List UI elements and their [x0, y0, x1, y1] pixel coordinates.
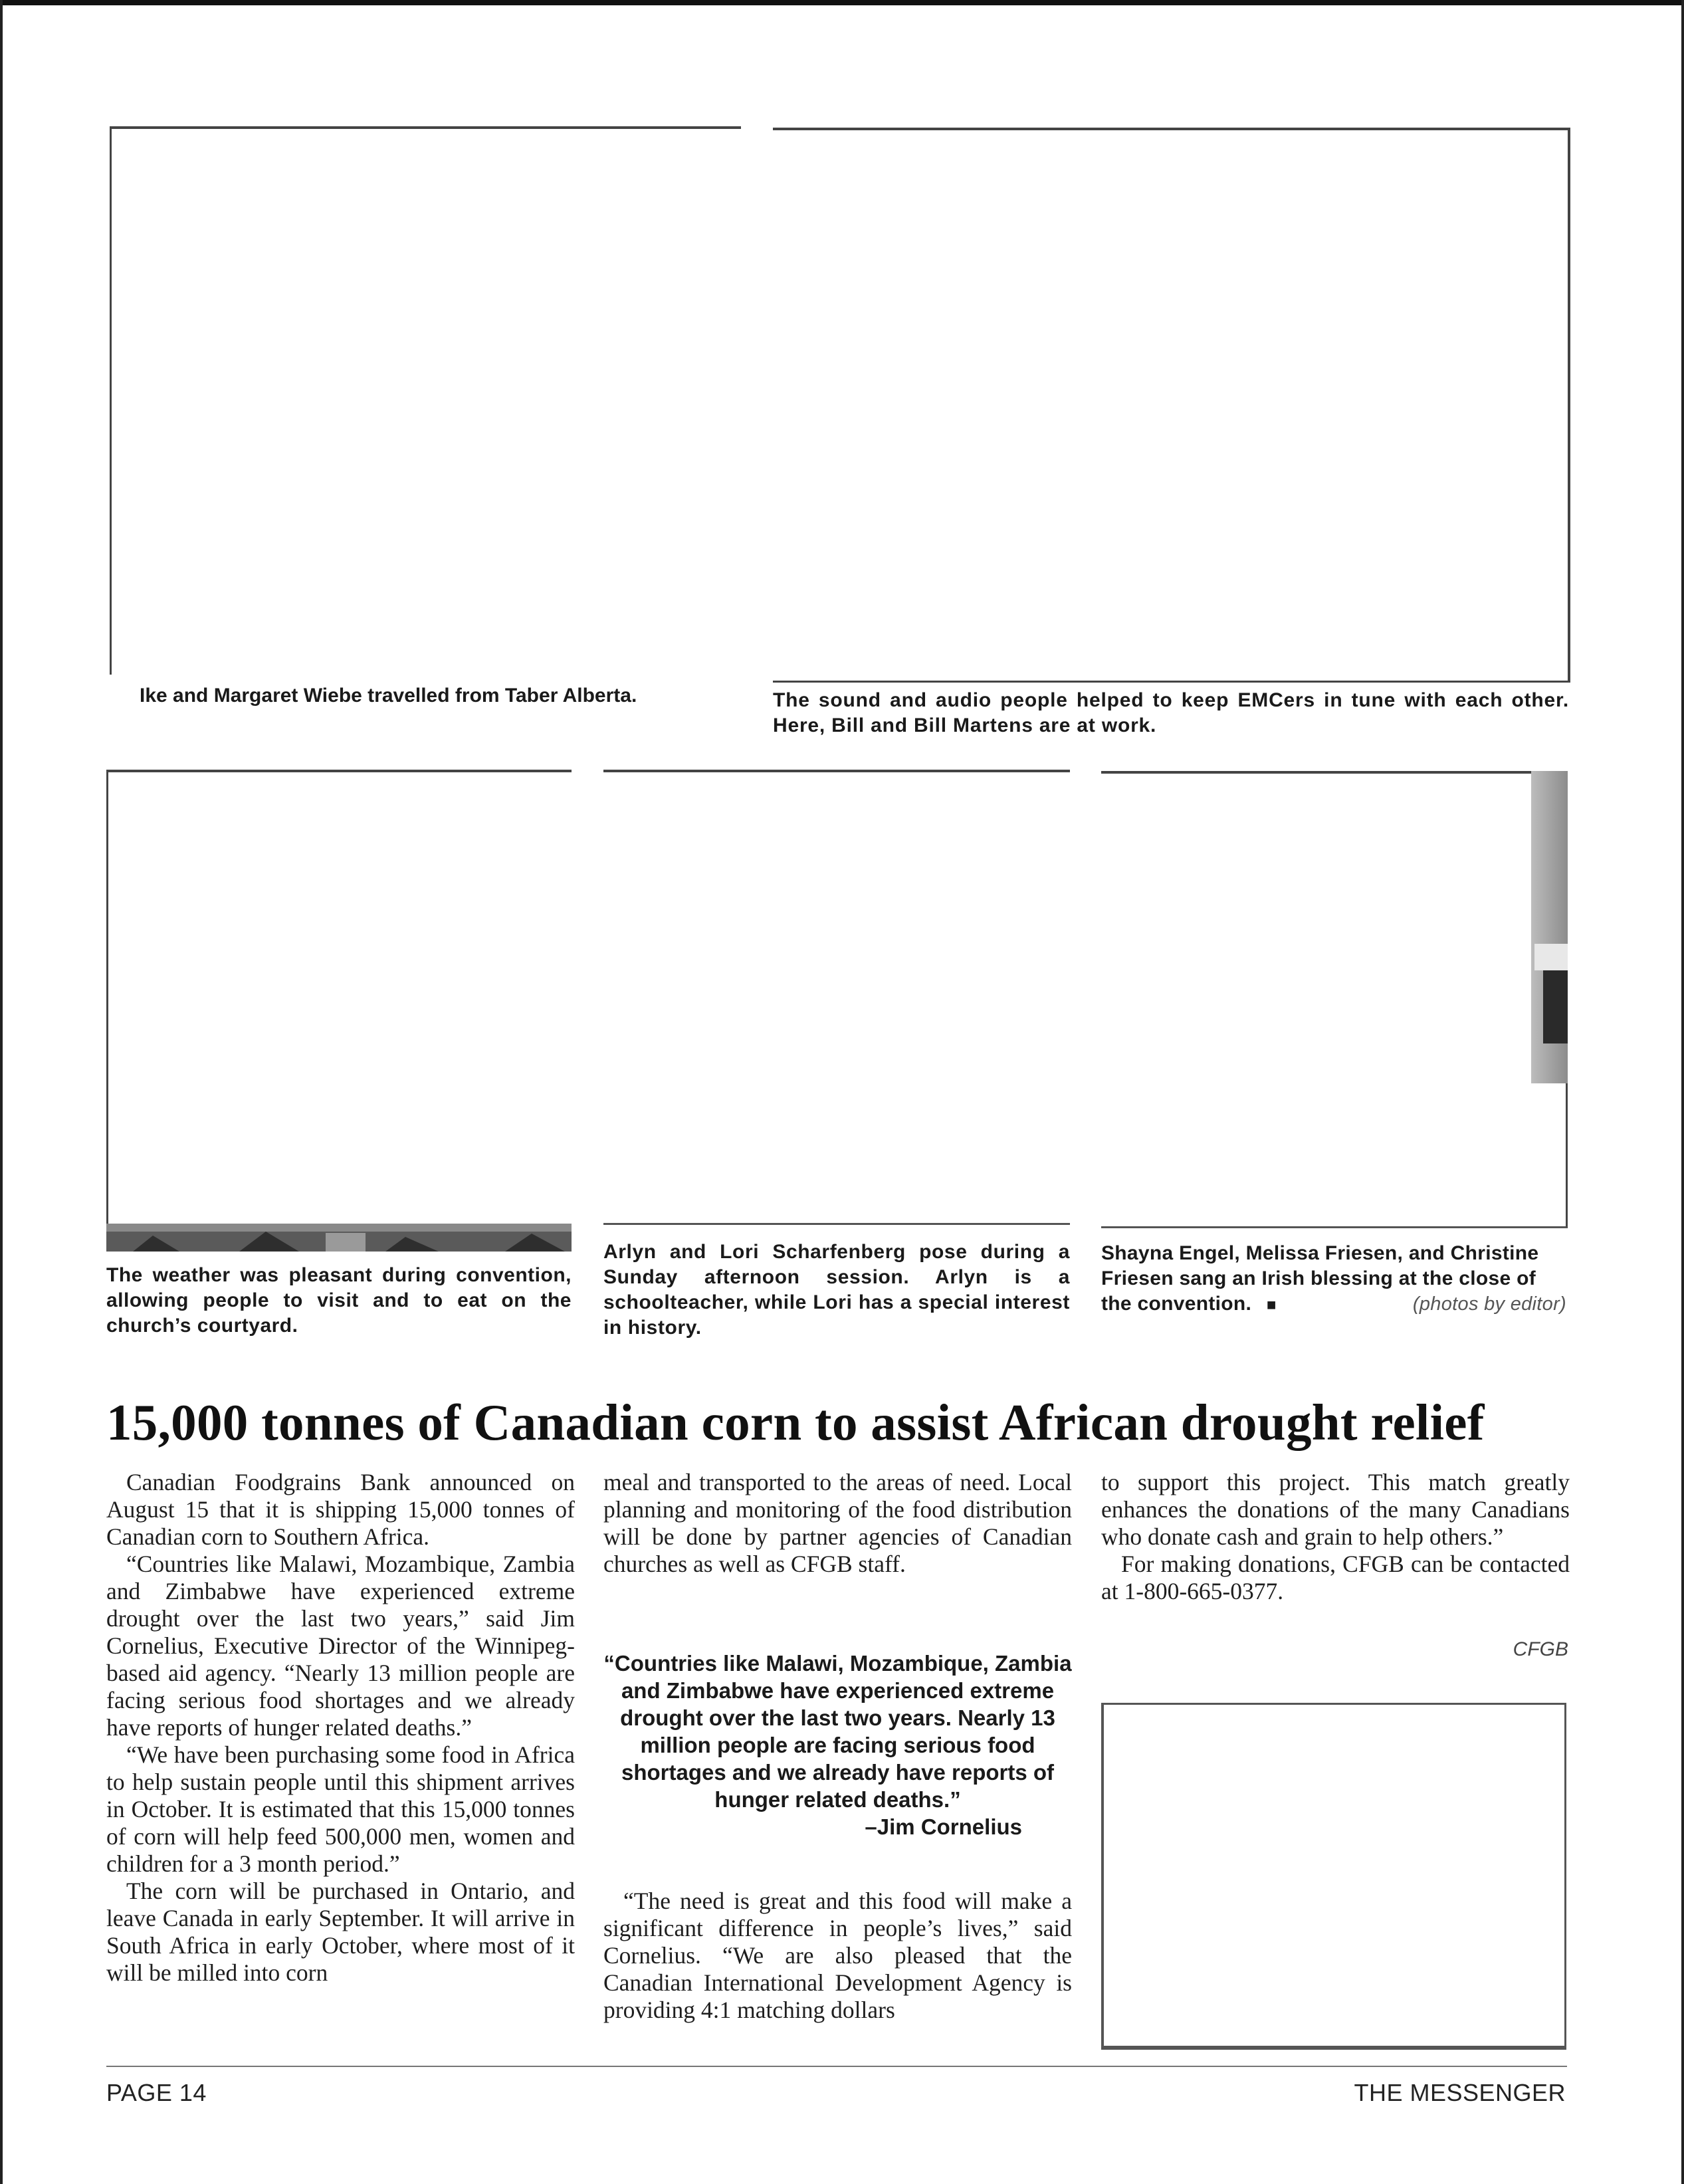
page-number: PAGE 14 [106, 2079, 207, 2106]
photo-credit: (photos by editor) [1412, 1293, 1566, 1315]
caption-singers-text: Shayna Engel, Melissa Friesen, and Christine Friesen sang an Irish blessing at the close of the convention. [1101, 1242, 1539, 1315]
article-column-1 [106, 1469, 575, 1987]
article-column-2-bottom [603, 1888, 1072, 2024]
article-paragraph: to support this project. This match greatly enhances the donations of the many Canadians who donate cash and grain to help others.” [1101, 1469, 1570, 1550]
photo-wiebe [110, 126, 741, 675]
article-column-3 [1101, 1469, 1570, 1605]
article-paragraph: meal and transported to the areas of need. Local planning and monitoring of the food distribution will be done by partner agencies of Canadian churches as well as CFGB staff. [603, 1469, 1072, 1577]
caption-singers [1101, 1241, 1566, 1318]
article-paragraph: The corn will be purchased in Ontario, and leave Canada in early September. It will arrive in South Africa in early October, where most of it will be milled into corn [106, 1878, 575, 1986]
article-paragraph: Canadian Foodgrains Bank announced on August 15 that it is shipping 15,000 tonnes of Canadian corn to Southern Africa. [106, 1469, 575, 1550]
photo-singers-edge [1531, 771, 1568, 1083]
article-paragraph: “We have been purchasing some food in Africa to help sustain people until this shipment arrives in October. It is estimated that this 15,000 tonnes of corn will help feed 500,000 men, women and children for a 3 month period.” [106, 1741, 575, 1877]
article-paragraph: “The need is great and this food will make a significant difference in people’s lives,” said Cornelius. “We are also pleased that the Canadian International Development Agency is providing 4:1 matching dollars [603, 1888, 1072, 2023]
photo-courtyard-strip [106, 1224, 572, 1252]
caption-sound-crew: The sound and audio people helped to keep EMCers in tune with each other. Here, Bill and Bill Martens are at work. [773, 689, 1569, 736]
article-headline: 15,000 tonnes of Canadian corn to assist African drought relief [106, 1394, 1485, 1451]
photo-courtyard [106, 770, 572, 1252]
scan-edge-top [0, 0, 1684, 5]
caption-courtyard: The weather was pleasant during convention, allowing people to visit and to eat on the church’s courtyard. [106, 1264, 572, 1337]
publication-name: THE MESSENGER [1354, 2079, 1566, 2106]
article-paragraph: “Countries like Malawi, Mozambique, Zambia and Zimbabwe have experienced extreme drought over the last two years,” said Jim Cornelius, Executive Director of the Winnipeg-based aid agency. “Nearly 13 million people are facing serious food shortages and we already have reports of hunger related deaths.” [106, 1551, 575, 1741]
scan-edge-right [1681, 0, 1684, 2184]
caption-wiebe: Ike and Margaret Wiebe travelled from Taber Alberta. [140, 685, 637, 707]
pull-quote [603, 1650, 1072, 1840]
photo-scharfenberg [603, 770, 1070, 1225]
end-mark-icon: ■ [1266, 1296, 1277, 1314]
photo-sound-crew [773, 128, 1570, 683]
article-signature: CFGB [1513, 1638, 1568, 1660]
footer-rule [106, 2066, 1567, 2067]
pull-quote-attribution: –Jim Cornelius [865, 1814, 1022, 1839]
photo-bottom-right [1101, 1703, 1566, 2050]
scan-edge-left [0, 0, 3, 2184]
photo-singers [1101, 771, 1568, 1228]
caption-scharfenberg: Arlyn and Lori Scharfenberg pose during a Sunday afternoon session. Arlyn is a schoolteacher, while Lori has a special interest in history. [603, 1241, 1070, 1339]
pull-quote-text: “Countries like Malawi, Mozambique, Zambia and Zimbabwe have experienced extreme drought over the last two years. Nearly 13 million people are facing serious food shortages and we already have reports of hunger related deaths.” [603, 1651, 1072, 1812]
article-column-2-top [603, 1469, 1072, 1578]
article-paragraph: For making donations, CFGB can be contacted at 1-800-665-0377. [1101, 1551, 1570, 1604]
